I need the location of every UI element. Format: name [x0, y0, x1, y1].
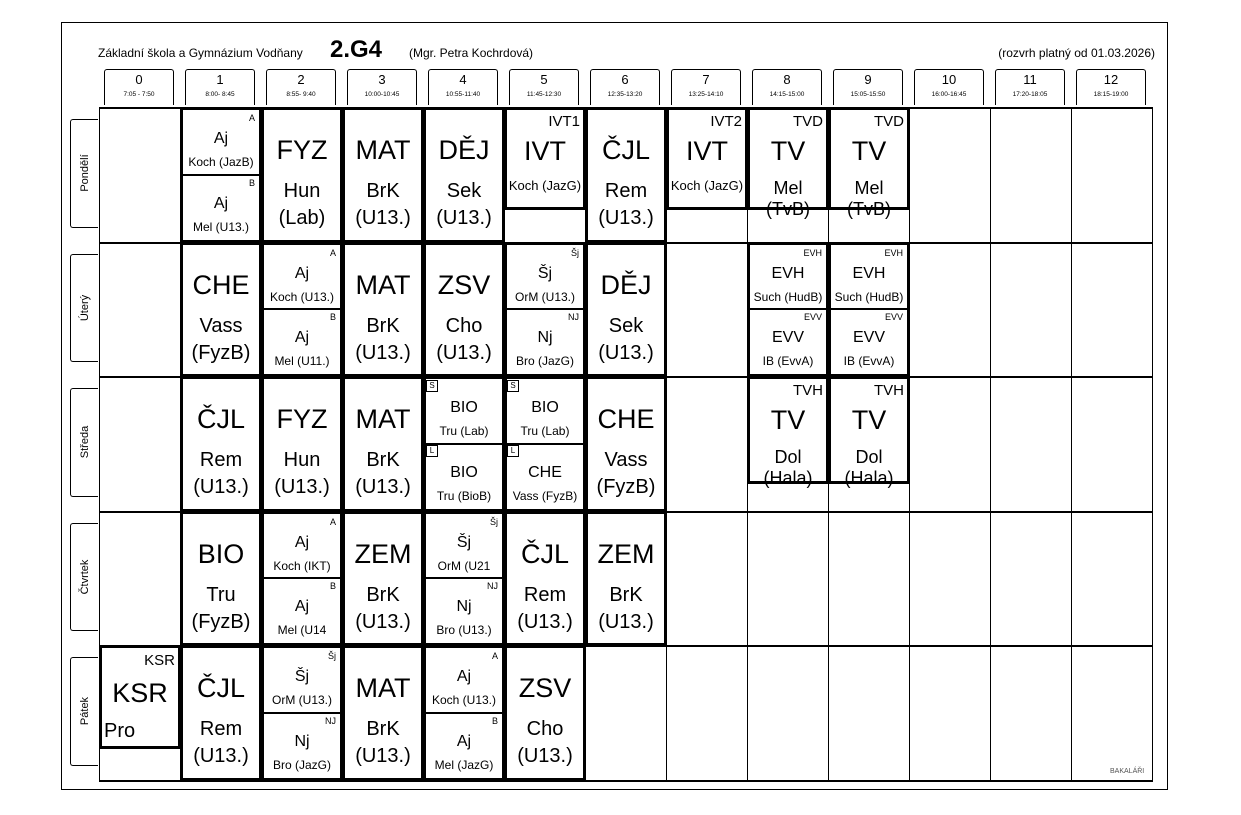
period-number: 7 — [702, 72, 710, 87]
lesson-teacher: Vass — [604, 449, 648, 471]
lesson-group: A — [491, 651, 498, 661]
day-header-ut — [70, 254, 98, 363]
period-number: 6 — [621, 72, 629, 87]
lesson-room: (U13.) — [193, 476, 249, 498]
lesson-subject: MAT — [355, 135, 411, 165]
school-name: Základní škola a Gymnázium Vodňany — [98, 46, 303, 60]
lesson-teacher: Rem — [523, 583, 567, 606]
period-number: 4 — [459, 72, 467, 87]
lesson-subject: Šj — [537, 264, 553, 282]
lesson-group: TVD — [793, 113, 823, 130]
lesson-st_2 — [261, 376, 343, 512]
period-number: 11 — [1023, 72, 1037, 87]
class-teacher: (Mgr. Petra Kochrdová) — [409, 46, 534, 60]
lesson-subject: Nj — [294, 732, 310, 750]
split-divider — [426, 443, 502, 445]
lesson-po_8 — [747, 107, 829, 219]
lesson-ct_4 — [423, 511, 505, 647]
period-number: 10 — [941, 72, 957, 87]
lesson-pa_4 — [423, 645, 505, 781]
period-time: 14:15-15:00 — [769, 91, 805, 98]
lesson-group: B — [329, 581, 336, 592]
lesson-subject: TV — [770, 136, 806, 166]
lesson-group: EVV — [803, 312, 822, 323]
lesson-subject: MAT — [355, 269, 411, 300]
period-header-0 — [104, 69, 174, 105]
lesson-group: Šj — [327, 651, 336, 661]
day-header-po — [70, 119, 98, 228]
lesson-teacher: Tru (BioB) — [436, 488, 492, 503]
lesson-po_2 — [261, 107, 343, 243]
lesson-group: IVT2 — [710, 113, 742, 130]
lesson-subject: Aj — [456, 732, 472, 750]
lesson-teacher: BrK — [366, 314, 400, 337]
split-divider — [264, 577, 340, 579]
lesson-subject: CHE — [597, 404, 655, 434]
lesson-room: (U13.) — [355, 745, 411, 767]
period-header-1 — [185, 69, 255, 105]
period-time: 8:00- 8:45 — [205, 91, 235, 98]
lesson-group: B — [329, 312, 336, 323]
lesson-room: (U13.) — [436, 341, 492, 364]
lesson-teacher: Bro (JazG) — [272, 757, 331, 772]
grid-vline — [1071, 107, 1072, 781]
period-time: 10:00-10:45 — [364, 91, 400, 98]
lesson-group: Šj — [570, 247, 579, 258]
lesson-group: Šj — [489, 516, 498, 527]
period-header-8 — [752, 69, 822, 105]
lesson-subject: EVV — [771, 329, 804, 347]
period-header-2 — [266, 69, 336, 105]
lesson-room: (FyzB) — [191, 341, 251, 364]
split-divider — [183, 174, 259, 176]
lesson-teacher: Sek — [446, 180, 482, 202]
lesson-teacher: Mel (TvB) — [766, 178, 810, 219]
lesson-subject: BIO — [450, 463, 478, 481]
day-header-st — [70, 388, 98, 497]
lesson-subject: Šj — [294, 668, 310, 685]
lesson-group: L — [426, 445, 438, 457]
split-divider — [831, 308, 907, 310]
lesson-teacher: Mel (U11.) — [274, 354, 330, 369]
lesson-subject: Aj — [294, 533, 310, 551]
lesson-teacher: BrK — [366, 449, 400, 471]
lesson-ut_9 — [828, 242, 910, 378]
lesson-subject: DĚJ — [600, 269, 652, 300]
lesson-subject: IVT — [685, 136, 728, 166]
lesson-teacher: OrM (U13.) — [515, 289, 575, 304]
lesson-subject: Aj — [294, 264, 310, 282]
lesson-ut_8 — [747, 242, 829, 378]
lesson-ut_4 — [423, 242, 505, 378]
day-header-pa — [70, 657, 98, 766]
lesson-po_7 — [666, 107, 748, 210]
validity-date: (rozvrh platný od 01.03.2026) — [998, 46, 1155, 60]
lesson-group: KSR — [144, 652, 175, 669]
lesson-ct_6 — [585, 511, 667, 647]
lesson-teacher: Tru (Lab) — [439, 424, 489, 438]
lesson-group: EVV — [884, 312, 903, 323]
lesson-teacher: IB (EvvA) — [843, 354, 895, 369]
grid-vline — [990, 107, 991, 781]
lesson-group: NJ — [325, 715, 336, 726]
split-divider — [750, 308, 826, 310]
lesson-po_5 — [504, 107, 586, 210]
lesson-subject: Aj — [456, 668, 472, 685]
period-header-6 — [590, 69, 660, 105]
lesson-room: (U13.) — [517, 610, 573, 633]
lesson-subject: MAT — [355, 673, 411, 703]
period-time: 13:25-14:10 — [688, 91, 724, 98]
lesson-pa_5 — [504, 645, 586, 781]
lesson-teacher: Mel (U13.) — [192, 219, 249, 234]
lesson-teacher: OrM (U13.) — [272, 693, 332, 707]
lesson-po_4 — [423, 107, 505, 243]
lesson-group: L — [507, 445, 519, 457]
lesson-teacher: BrK — [609, 583, 643, 606]
lesson-st_6 — [585, 376, 667, 512]
period-header-11 — [995, 69, 1065, 105]
lesson-group: S — [507, 380, 519, 392]
lesson-subject: EVH — [771, 264, 805, 282]
day-label: Středa — [78, 426, 91, 459]
lesson-pa_0 — [99, 645, 181, 749]
lesson-ut_1 — [180, 242, 262, 378]
lesson-teacher: Koch (U13.) — [431, 693, 497, 707]
period-header-10 — [914, 69, 984, 105]
lesson-subject: TV — [770, 405, 806, 435]
lesson-subject: Aj — [213, 194, 229, 212]
lesson-teacher: Koch (U13.) — [269, 289, 335, 304]
period-header-5 — [509, 69, 579, 105]
period-time: 18:15-19:00 — [1093, 91, 1129, 98]
lesson-teacher: Koch (JazB) — [188, 155, 254, 169]
lesson-subject: ZSV — [437, 269, 491, 300]
lesson-room: (U13.) — [193, 745, 249, 767]
lesson-subject: ČJL — [520, 538, 569, 569]
lesson-teacher: Dol (Hala) — [844, 447, 894, 488]
lesson-group: NJ — [487, 581, 498, 592]
lesson-teacher: Koch (IKT) — [273, 558, 331, 573]
lesson-group: B — [491, 715, 498, 726]
lesson-subject: CHE — [528, 463, 562, 481]
day-label: Pátek — [78, 697, 91, 726]
lesson-st_5 — [504, 376, 586, 512]
period-number: 3 — [378, 72, 386, 87]
period-header-4 — [428, 69, 498, 105]
lesson-subject: ZEM — [597, 538, 655, 569]
lesson-teacher: BrK — [366, 180, 400, 202]
lesson-teacher: OrM (U21 — [437, 558, 491, 573]
lesson-st_4 — [423, 376, 505, 512]
day-header-ct — [70, 523, 98, 632]
lesson-st_8 — [747, 376, 829, 488]
split-divider — [507, 308, 583, 310]
period-time: 11:45-12:30 — [526, 91, 562, 98]
lesson-room: (U13.) — [598, 341, 654, 364]
lesson-st_9 — [828, 376, 910, 488]
lesson-group: EVH — [884, 247, 903, 258]
lesson-teacher: Sek — [608, 314, 644, 337]
lesson-teacher: Vass — [199, 314, 243, 337]
lesson-teacher: Mel (U14 — [277, 623, 327, 638]
lesson-group: B — [248, 177, 255, 188]
lesson-ut_5 — [504, 242, 586, 378]
lesson-group: A — [248, 113, 255, 123]
period-number: 8 — [783, 72, 791, 87]
period-time: 7:05 - 7:50 — [123, 91, 155, 98]
lesson-subject: Nj — [456, 598, 472, 616]
lesson-subject: BIO — [197, 538, 245, 569]
period-header-9 — [833, 69, 903, 105]
period-time: 10:55-11:40 — [445, 91, 481, 98]
lesson-subject: FYZ — [276, 404, 328, 434]
lesson-subject: CHE — [192, 269, 250, 300]
lesson-ct_1 — [180, 511, 262, 647]
lesson-pa_3 — [342, 645, 424, 781]
lesson-subject: Aj — [213, 130, 229, 147]
period-header-12 — [1076, 69, 1146, 105]
lesson-subject: BIO — [450, 399, 478, 416]
lesson-subject: Aj — [294, 598, 310, 616]
lesson-group: NJ — [568, 312, 579, 323]
lesson-teacher: Rem — [199, 449, 243, 471]
split-divider — [426, 577, 502, 579]
lesson-teacher: IB (EvvA) — [762, 354, 814, 369]
lesson-room: (U13.) — [355, 207, 411, 229]
lesson-subject: IVT — [523, 136, 566, 166]
lesson-room: (U13.) — [355, 610, 411, 633]
lesson-subject: ČJL — [196, 673, 245, 703]
lesson-teacher: Mel (TvB) — [847, 178, 891, 219]
lesson-teacher: Rem — [604, 180, 648, 202]
lesson-subject: KSR — [112, 678, 168, 708]
period-number: 12 — [1103, 72, 1119, 87]
lesson-group: IVT1 — [548, 113, 580, 130]
lesson-ut_6 — [585, 242, 667, 378]
lesson-teacher: Koch (JazG) — [670, 178, 744, 193]
lesson-room: (U13.) — [274, 476, 330, 498]
lesson-teacher: Dol (Hala) — [763, 447, 813, 488]
lesson-subject: ZEM — [354, 538, 412, 569]
lesson-room: (U13.) — [598, 610, 654, 633]
period-time: 15:05-15:50 — [850, 91, 886, 98]
lesson-po_6 — [585, 107, 667, 243]
lesson-teacher: Cho — [526, 718, 564, 740]
lesson-pa_1 — [180, 645, 262, 781]
lesson-pa_2 — [261, 645, 343, 781]
period-number: 1 — [216, 72, 224, 87]
period-time: 8:55- 9:40 — [286, 91, 316, 98]
period-number: 2 — [297, 72, 305, 87]
lesson-po_9 — [828, 107, 910, 219]
lesson-subject: TV — [851, 136, 887, 166]
lesson-subject: ČJL — [601, 135, 650, 165]
lesson-group: TVH — [874, 382, 904, 399]
lesson-teacher: BrK — [366, 583, 400, 606]
lesson-teacher: Hun — [283, 180, 321, 202]
period-header-3 — [347, 69, 417, 105]
lesson-po_1 — [180, 107, 262, 243]
day-label: Pondělí — [78, 154, 91, 192]
lesson-teacher: Such (HudB) — [753, 289, 823, 304]
lesson-po_3 — [342, 107, 424, 243]
lesson-subject: ZSV — [518, 673, 572, 703]
lesson-ct_3 — [342, 511, 424, 647]
lesson-subject: TV — [851, 405, 887, 435]
lesson-subject: EVV — [852, 329, 885, 347]
lesson-subject: Nj — [537, 329, 553, 347]
lesson-room: (U13.) — [355, 341, 411, 364]
lesson-group: TVH — [793, 382, 823, 399]
split-divider — [264, 308, 340, 310]
lesson-ct_5 — [504, 511, 586, 647]
day-label: Čtvrtek — [78, 559, 91, 595]
lesson-group: A — [329, 247, 336, 258]
lesson-subject: ČJL — [196, 404, 245, 434]
lesson-teacher: Koch (JazG) — [508, 178, 582, 193]
period-header-7 — [671, 69, 741, 105]
lesson-group: EVH — [803, 247, 822, 258]
period-time: 17:20-18:05 — [1012, 91, 1048, 98]
split-divider — [426, 712, 502, 714]
class-name: 2.G4 — [330, 36, 383, 63]
lesson-subject: FYZ — [276, 135, 328, 165]
lesson-st_3 — [342, 376, 424, 512]
lesson-room: (U13.) — [598, 207, 654, 229]
period-number: 9 — [864, 72, 872, 87]
lesson-teacher: Cho — [445, 314, 483, 337]
lesson-room: (Lab) — [278, 207, 326, 229]
lesson-room: (U13.) — [355, 476, 411, 498]
lesson-subject: Šj — [456, 533, 472, 551]
lesson-teacher: Tru — [206, 583, 236, 606]
lesson-ut_3 — [342, 242, 424, 378]
lesson-room: (FyzB) — [596, 476, 656, 498]
period-number: 5 — [540, 72, 548, 87]
lesson-subject: DĚJ — [438, 135, 490, 165]
lesson-teacher: Such (HudB) — [834, 289, 904, 304]
lesson-teacher: Hun — [283, 449, 321, 471]
lesson-room: (U13.) — [517, 745, 573, 767]
lesson-room: (U13.) — [436, 207, 492, 229]
lesson-group: A — [329, 516, 336, 527]
split-divider — [507, 443, 583, 445]
lesson-room: (FyzB) — [191, 610, 251, 633]
lesson-teacher: BrK — [366, 718, 400, 740]
lesson-ct_2 — [261, 511, 343, 647]
lesson-teacher: Vass (FyzB) — [512, 488, 578, 503]
lesson-st_1 — [180, 376, 262, 512]
lesson-group: S — [426, 380, 438, 392]
grid-vline — [1152, 107, 1153, 781]
bakalari-logo: BAKALÁŘI — [1110, 768, 1145, 775]
period-time: 12:35-13:20 — [607, 91, 643, 98]
lesson-ut_2 — [261, 242, 343, 378]
lesson-subject: BIO — [531, 399, 559, 416]
lesson-teacher: Bro (U13.) — [436, 623, 492, 638]
lesson-teacher: Bro (JazG) — [515, 354, 574, 369]
lesson-group: TVD — [874, 113, 904, 130]
lesson-teacher: Mel (JazG) — [434, 757, 494, 772]
lesson-teacher: Tru (Lab) — [520, 424, 570, 438]
day-label: Úterý — [78, 294, 91, 321]
lesson-subject: Aj — [294, 329, 310, 347]
lesson-subject: MAT — [355, 404, 411, 434]
lesson-teacher: Pro — [104, 720, 136, 742]
lesson-teacher: Rem — [199, 718, 243, 740]
lesson-subject: EVH — [852, 264, 886, 282]
period-number: 0 — [135, 72, 143, 87]
period-time: 16:00-16:45 — [931, 91, 967, 98]
split-divider — [264, 712, 340, 714]
